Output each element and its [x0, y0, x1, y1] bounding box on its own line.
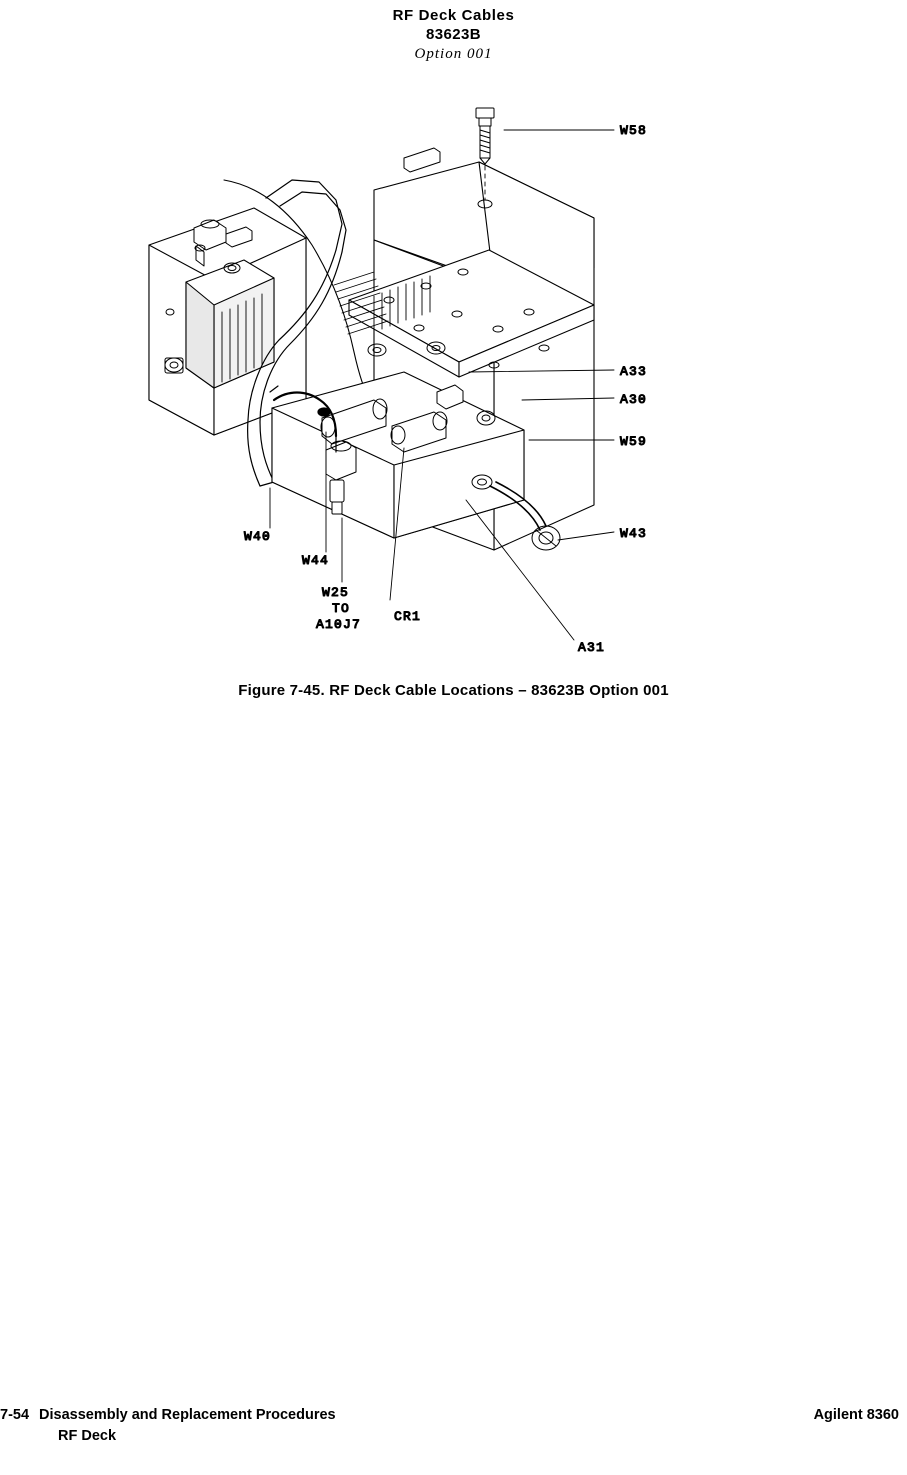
callout-w25-destination: A10J7: [315, 617, 361, 632]
header-model: 83623B: [426, 26, 481, 43]
callout-w59: W59: [619, 434, 647, 449]
callout-a30: A30: [619, 392, 647, 407]
rf-deck-drawing: [74, 100, 834, 680]
callout-w25: W25: [321, 585, 349, 600]
callout-a33: A33: [619, 364, 647, 379]
figure-caption: Figure 7-45. RF Deck Cable Locations – 83623B Option 001: [238, 682, 669, 699]
callout-a31: A31: [577, 640, 605, 655]
page-footer: [0, 1405, 907, 1453]
figure-illustration: [0, 100, 907, 700]
header-option: Option 001: [414, 46, 493, 62]
callout-cr1: CR1: [393, 609, 421, 624]
footer-section-title: Disassembly and Replacement Procedures: [39, 1407, 336, 1423]
callout-w40: W40: [243, 529, 271, 544]
footer-subsection-title: RF Deck: [58, 1428, 117, 1444]
footer-left: [0, 1405, 336, 1447]
page-header: [0, 0, 907, 64]
callout-w58: W58: [619, 123, 647, 138]
callout-w43: W43: [619, 526, 647, 541]
callout-w25-to: TO: [331, 601, 350, 616]
footer-product: Agilent 8360: [813, 1407, 899, 1423]
page-number: 7-54: [0, 1407, 30, 1423]
header-title: RF Deck Cables: [392, 7, 515, 24]
callout-w44: W44: [301, 553, 329, 568]
